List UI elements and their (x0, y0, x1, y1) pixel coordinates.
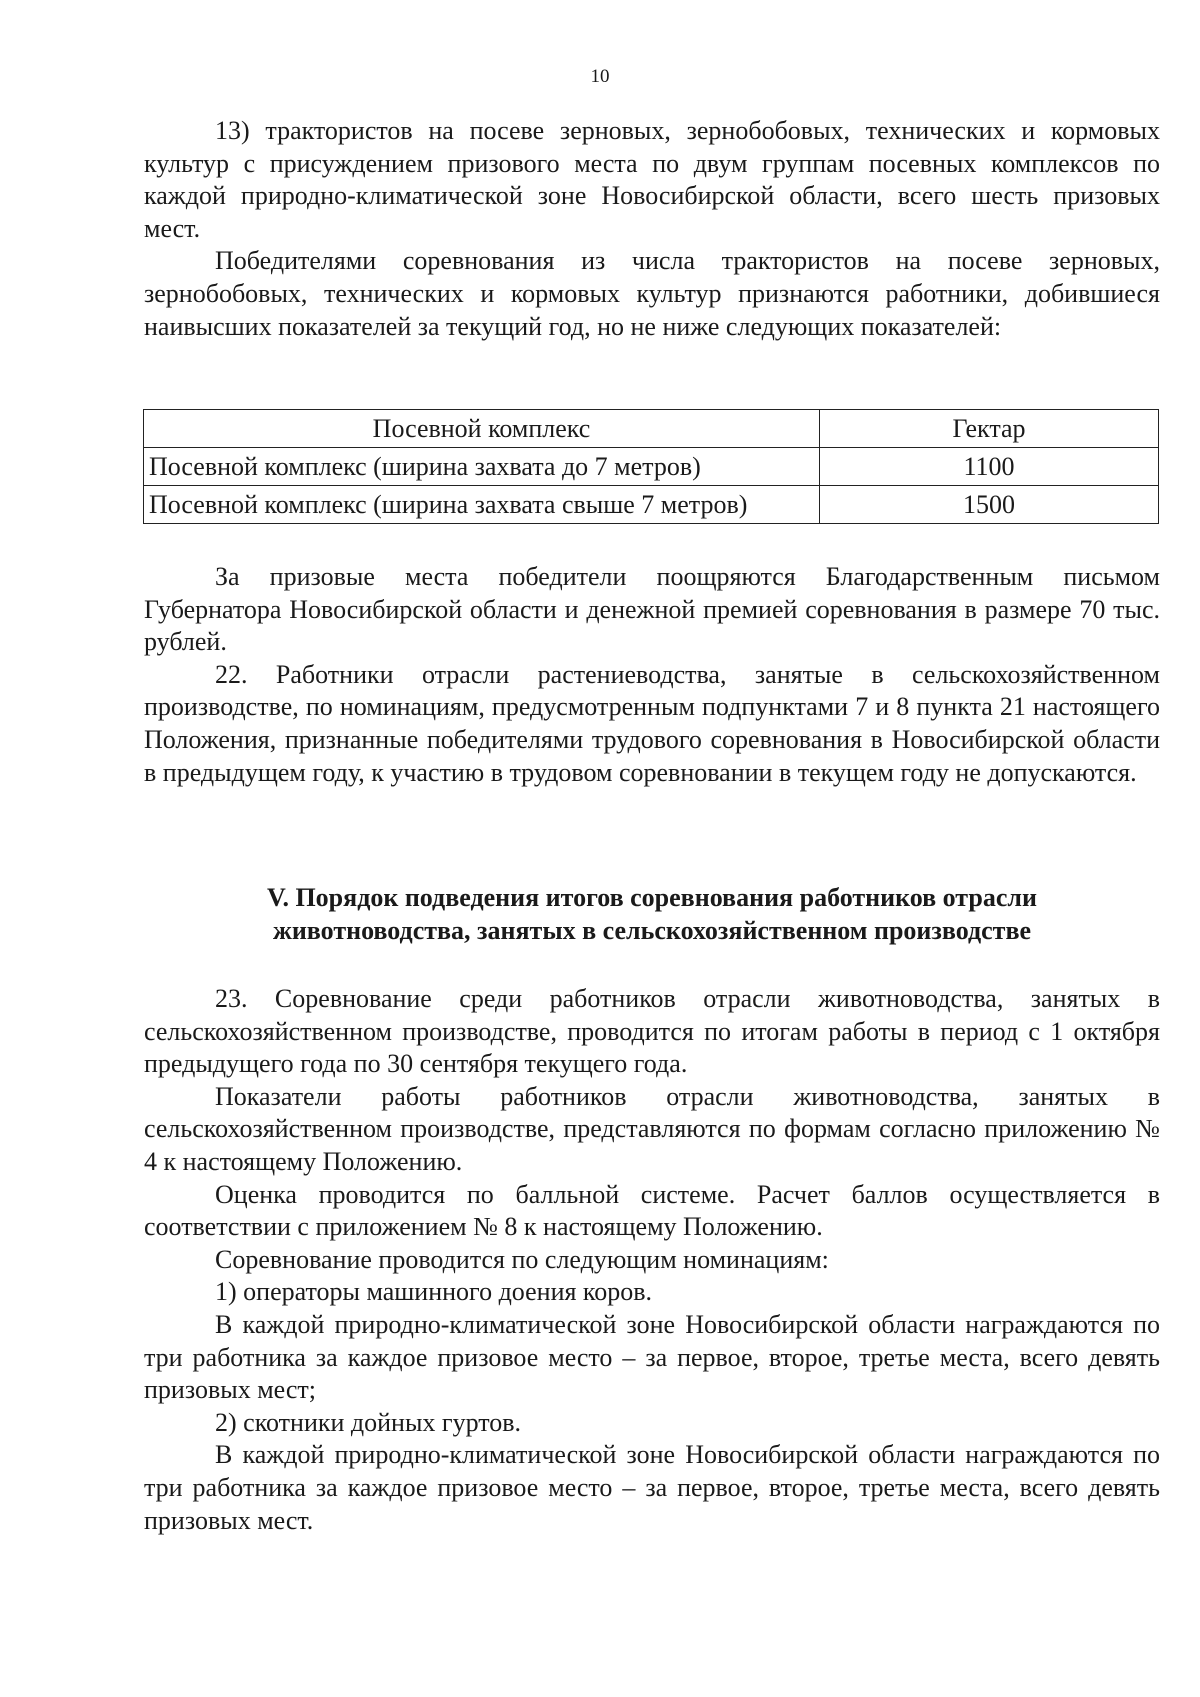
table-header-cell: Посевной комплекс (144, 410, 820, 448)
sowing-complex-table (143, 409, 1159, 524)
table-row (144, 486, 1159, 524)
paragraph: 13) трактористов на посеве зерновых, зернобобовых, технических и кормовых культур с присуждением призового места по двум группам посевных комплексов по каждой природно-климатической зоне Новосибирской области, всего шесть призовых мест. (144, 116, 1160, 243)
section-heading-line: V. Порядок подведения итогов соревнования работников отрасли (267, 883, 1037, 912)
paragraph: В каждой природно-климатической зоне Новосибирской области награждаются по три работника за каждое призовое место – за первое, второе, третье места, всего девять призовых мест. (144, 1440, 1160, 1535)
paragraph: Победителями соревнования из числа трактористов на посеве зерновых, зернобобовых, технических и кормовых культур признаются работники, добившиеся наивысших показателей за текущий год, но не ниже следующих показателей: (144, 246, 1160, 341)
paragraph: Показатели работы работников отрасли животноводства, занятых в сельскохозяйственном производстве, представляются по формам согласно приложению № 4 к настоящему Положению. (144, 1081, 1160, 1176)
paragraph-group-22 (144, 561, 1160, 789)
page-number: 10 (590, 66, 610, 87)
section-heading-line: животноводства, занятых в сельскохозяйственном производстве (272, 915, 1032, 945)
paragraph: 1) операторы машинного доения коров. (215, 1277, 653, 1307)
paragraph-group-23 (144, 983, 1160, 1537)
paragraph: 2) скотники дойных гуртов. (215, 1407, 522, 1437)
paragraph: 23. Соревнование среди работников отрасли животноводства, занятых в сельскохозяйственном производстве, проводится по итогам работы в период с 1 октября предыдущего года по 30 сентября текущего года. (144, 984, 1160, 1079)
paragraph: В каждой природно-климатической зоне Новосибирской области награждаются по три работника за каждое призовое место – за первое, второе, третье места, всего девять призовых мест; (144, 1309, 1160, 1405)
section-heading (144, 882, 1160, 947)
table-cell: Посевной комплекс (ширина захвата до 7 метров) (144, 448, 820, 486)
table-header-cell: Гектар (820, 410, 1159, 448)
table-header-row (144, 410, 1159, 448)
paragraph-group-13 (144, 115, 1160, 343)
table-cell: Посевной комплекс (ширина захвата свыше 7 метров) (144, 486, 820, 524)
paragraph: Оценка проводится по балльной системе. Расчет баллов осуществляется в соответствии с приложением № 8 к настоящему Положению. (144, 1179, 1160, 1242)
paragraph: 22. Работники отрасли растениеводства, занятые в сельскохозяйственном производстве, по номинациям, предусмотренным подпунктами 7 и 8 пункта 21 настоящего Положения, признанные победителями трудового соревнования в Новосибирской области в предыдущем году, к участию в трудовом соревновании в текущем году не допускаются. (144, 659, 1160, 787)
paragraph: Соревнование проводится по следующим номинациям: (215, 1244, 829, 1274)
table-cell: 1100 (820, 448, 1159, 486)
paragraph: За призовые места победители поощряются Благодарственным письмом Губернатора Новосибирской области и денежной премией соревнования в размере 70 тыс. рублей. (144, 562, 1160, 657)
table-row (144, 448, 1159, 486)
table-cell: 1500 (820, 486, 1159, 524)
